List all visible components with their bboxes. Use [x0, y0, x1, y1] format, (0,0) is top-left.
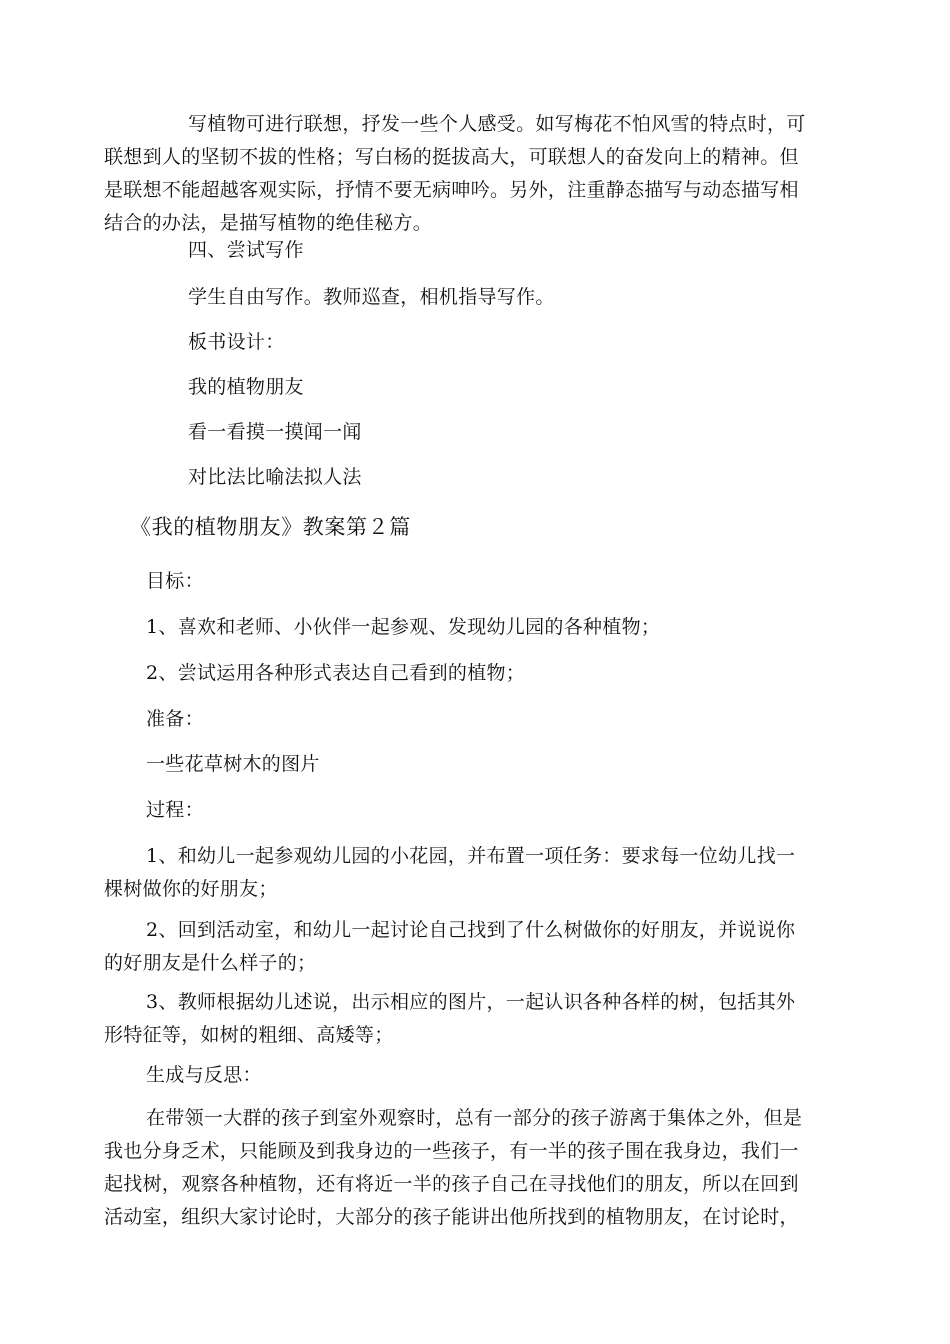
- reflection-label: 生成与反思：: [146, 1064, 262, 1086]
- lesson-2-title: 《我的植物朋友》教案第２篇: [130, 515, 411, 539]
- process-step-3: [104, 988, 846, 1050]
- paragraph-free-writing: 学生自由写作。教师巡查，相机指导写作。: [188, 286, 555, 308]
- paragraph-line: 形特征等，如树的粗细、高矮等；: [104, 1024, 394, 1046]
- paragraph-reflection: [104, 1104, 846, 1232]
- goal-item-2: 2、尝试运用各种形式表达自己看到的植物；: [146, 662, 526, 684]
- board-line-senses: 看一看摸一摸闻一闻: [188, 421, 362, 443]
- board-design-label: 板书设计：: [188, 331, 285, 353]
- paragraph-line: 在带领一大群的孩子到室外观察时，总有一部分的孩子游离于集体之外，但是: [146, 1107, 803, 1129]
- paragraph-line: 2、回到活动室，和幼儿一起讨论自己找到了什么树做你的好朋友，并说说你: [146, 919, 796, 941]
- board-line-methods: 对比法比喻法拟人法: [188, 466, 362, 488]
- paragraph-line: 联想到人的坚韧不拔的性格；写白杨的挺拔高大，可联想人的奋发向上的精神。但: [104, 146, 799, 168]
- prep-label: 准备：: [146, 708, 204, 730]
- paragraph-line: 的好朋友是什么样子的；: [104, 952, 317, 974]
- paragraph-line: 写植物可进行联想，抒发一些个人感受。如写梅花不怕风雪的特点时，可: [188, 113, 806, 135]
- paragraph-line: 活动室，组织大家讨论时，大部分的孩子能讲出他所找到的植物朋友，在讨论时，: [104, 1206, 799, 1228]
- section-heading-try-writing: 四、尝试写作: [188, 239, 304, 261]
- paragraph-line: 起找树，观察各种植物，还有将近一半的孩子自己在寻找他们的朋友，所以在回到: [104, 1173, 799, 1195]
- paragraph-line: 1、和幼儿一起参观幼儿园的小花园，并布置一项任务：要求每一位幼儿找一: [146, 845, 796, 867]
- goal-label: 目标：: [146, 570, 204, 592]
- paragraph-plant-association: [104, 110, 846, 238]
- process-step-2: [104, 916, 846, 978]
- paragraph-line: 结合的办法，是描写植物的绝佳秘方。: [104, 212, 433, 234]
- paragraph-line: 我也分身乏术，只能顾及到我身边的一些孩子，有一半的孩子围在我身边，我们一: [104, 1140, 799, 1162]
- paragraph-line: 是联想不能超越客观实际，抒情不要无病呻吟。另外，注重静态描写与动态描写相: [104, 179, 799, 201]
- goal-item-1: 1、喜欢和老师、小伙伴一起参观、发现幼儿园的各种植物；: [146, 616, 661, 638]
- paragraph-line: 3、教师根据幼儿述说，出示相应的图片，一起认识各种各样的树，包括其外: [146, 991, 796, 1013]
- process-label: 过程：: [146, 799, 204, 821]
- paragraph-line: 棵树做你的好朋友；: [104, 878, 278, 900]
- board-title: 我的植物朋友: [188, 376, 304, 398]
- process-step-1: [104, 842, 846, 904]
- prep-item: 一些花草树木的图片: [146, 753, 320, 775]
